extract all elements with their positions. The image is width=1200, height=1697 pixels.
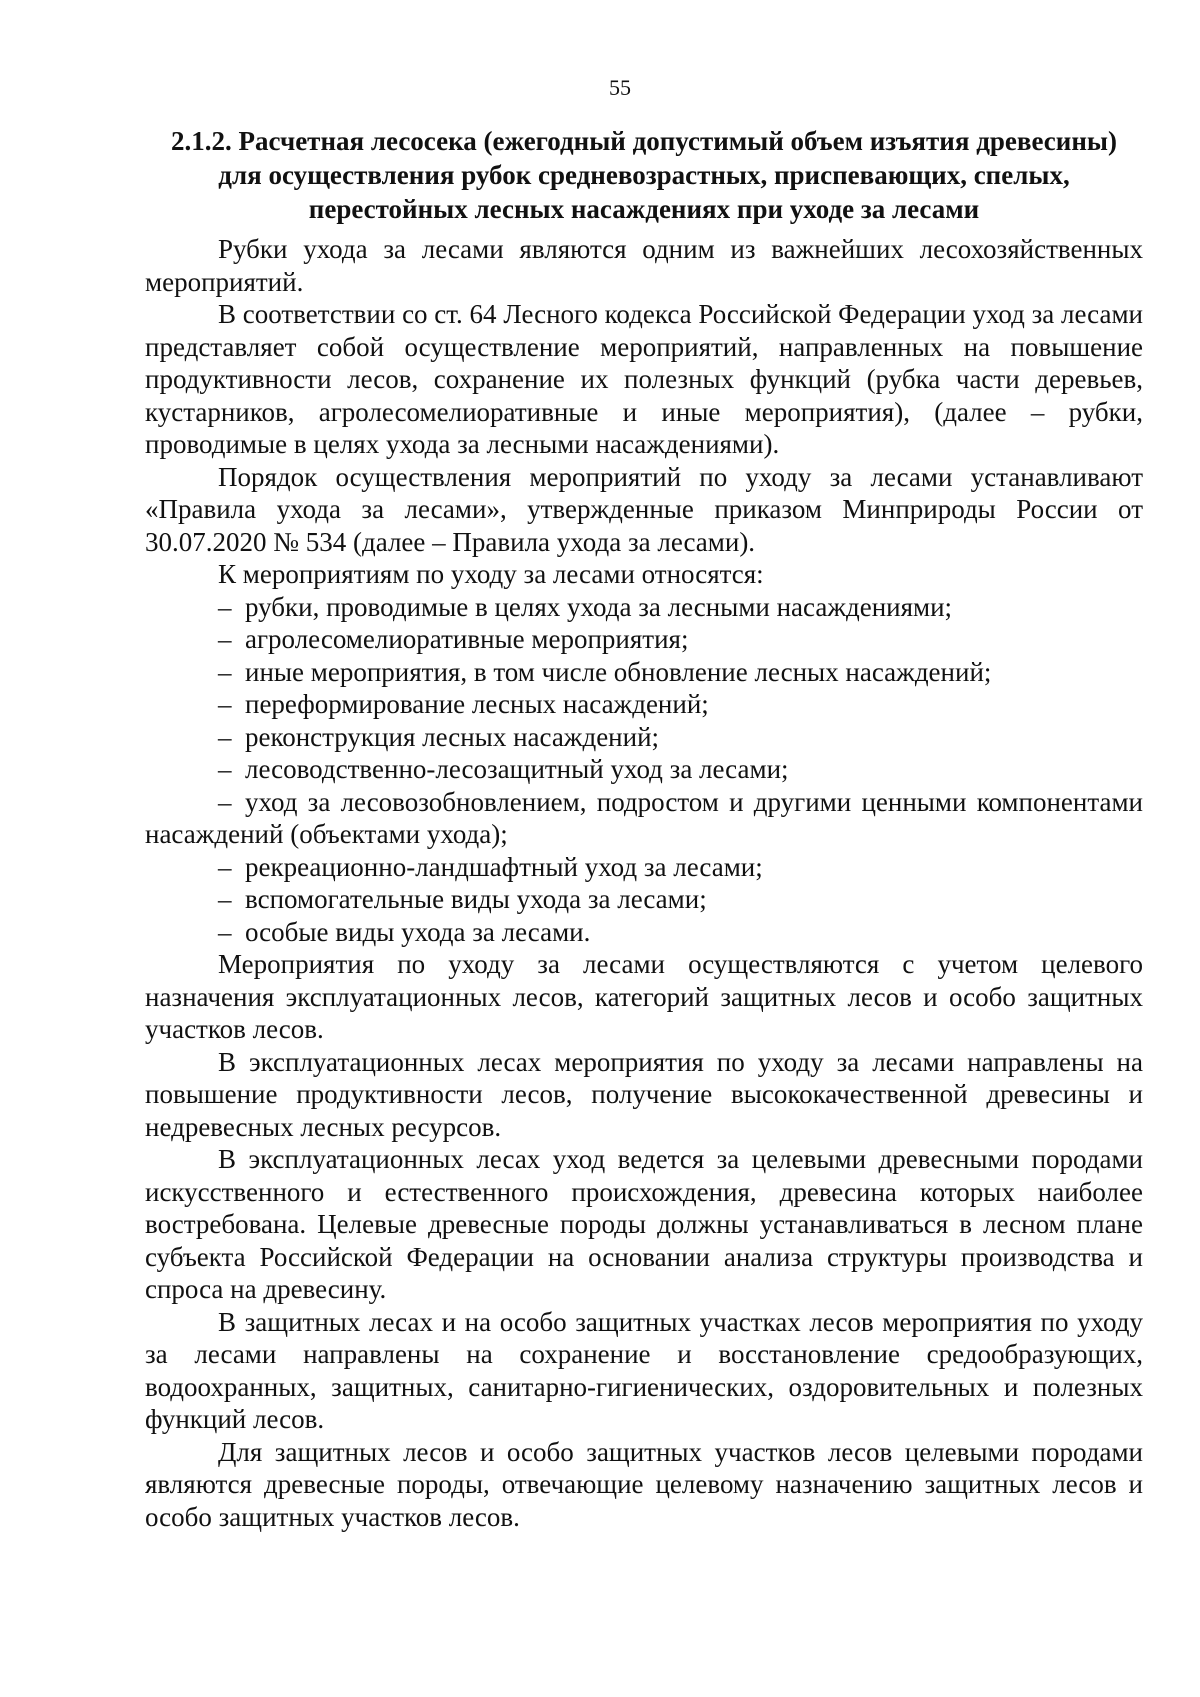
list-item [145, 786, 1143, 851]
paragraph-target-purpose: Мероприятия по уходу за лесами осуществляются с учетом целевого назначения эксплуатационных лесов, категорий защитных лесов и особо защитных участков лесов. [145, 949, 1143, 1044]
document-body [145, 124, 1143, 1533]
list-item [145, 656, 1143, 689]
list-item-text: рекреационно-ландшафтный уход за лесами; [245, 851, 763, 882]
paragraph-thinning-importance: Рубки ухода за лесами являются одним из важнейших лесохозяйственных мероприятий. [145, 234, 1143, 297]
dash-marker: – [218, 754, 232, 784]
dash-marker: – [218, 786, 232, 817]
list-item [145, 916, 1143, 949]
page-number: 55 [609, 75, 631, 100]
paragraph-measures-intro: К мероприятиям по уходу за лесами относятся: [218, 559, 764, 589]
paragraph-target-species: В эксплуатационных лесах уход ведется за целевыми древесными породами искусственного и естественного происхождения, древесина которых наиболее востребована. Целевые древесные породы должны устанавливаться в лесном плане субъекта Российской Федерации на основании анализа структуры производства и спроса на древесину. [145, 1144, 1143, 1304]
list-item [145, 591, 1143, 624]
list-item [145, 688, 1143, 721]
list-item-text: иные мероприятия, в том числе обновление лесных насаждений; [245, 656, 992, 687]
section-heading [145, 124, 1143, 226]
list-item [145, 721, 1143, 754]
list-item-text: реконструкция лесных насаждений; [245, 721, 660, 752]
list-item-text: вспомогательные виды ухода за лесами; [245, 884, 707, 914]
list-item-text: лесоводственно-лесозащитный уход за лесами; [245, 754, 789, 784]
section-heading-line-2: для осуществления рубок средневозрастных, приспевающих, спелых, [218, 160, 1070, 190]
list-item [145, 753, 1143, 786]
list-item-text: агролесомелиоративные мероприятия; [245, 624, 689, 654]
list-item [145, 851, 1143, 884]
paragraph-care-rules: Порядок осуществления мероприятий по уходу за лесами устанавливают «Правила ухода за лесами», утвержденные приказом Минприроды России от 30.07.2020 № 534 (далее – Правила ухода за лесами). [145, 461, 1143, 557]
list-item-text: особые виды ухода за лесами. [245, 916, 591, 947]
dash-marker: – [218, 656, 232, 687]
dash-marker: – [218, 689, 232, 719]
list-item [145, 883, 1143, 916]
dash-marker: – [218, 851, 232, 882]
paragraph-forest-code-article: В соответствии со ст. 64 Лесного кодекса Российской Федерации уход за лесами представляет собой осуществление мероприятий, направленных на повышение продуктивности лесов, сохранение их полезных функций (рубка части деревьев, кустарников, агролесомелиоративные и иные мероприятия), (далее – рубки, проводимые в целях ухода за лесными насаждениями). [145, 299, 1143, 459]
measures-list [145, 591, 1143, 949]
dash-marker: – [218, 591, 232, 622]
list-item-text: переформирование лесных насаждений; [245, 689, 709, 719]
list-item-text: рубки, проводимые в целях ухода за лесными насаждениями; [245, 591, 953, 622]
dash-marker: – [218, 884, 232, 914]
paragraph-protective-forests: В защитных лесах и на особо защитных участках лесов мероприятия по уходу за лесами направлены на сохранение и восстановление средообразующих, водоохранных, защитных, санитарно-гигиенических, оздоровительных и полезных функций лесов. [145, 1306, 1143, 1434]
paragraph-protective-species: Для защитных лесов и особо защитных участков лесов целевыми породами являются древесные породы, отвечающие целевому назначению защитных лесов и особо защитных участков лесов. [145, 1436, 1143, 1532]
section-heading-line-3: перестойных лесных насаждениях при уходе за лесами [308, 194, 980, 224]
section-heading-line-1: 2.1.2. Расчетная лесосека (ежегодный допустимый объем изъятия древесины) [171, 126, 1117, 156]
list-item [145, 623, 1143, 656]
list-item-text: уход за лесовозобновлением, подростом и другими ценными компонентами насаждений (объектами ухода); [145, 786, 1143, 849]
paragraph-exploitation-forests: В эксплуатационных лесах мероприятия по уходу за лесами направлены на повышение продуктивности лесов, получение высококачественной древесины и недревесных лесных ресурсов. [145, 1046, 1143, 1142]
dash-marker: – [218, 916, 232, 947]
dash-marker: – [218, 721, 232, 752]
dash-marker: – [218, 624, 232, 654]
